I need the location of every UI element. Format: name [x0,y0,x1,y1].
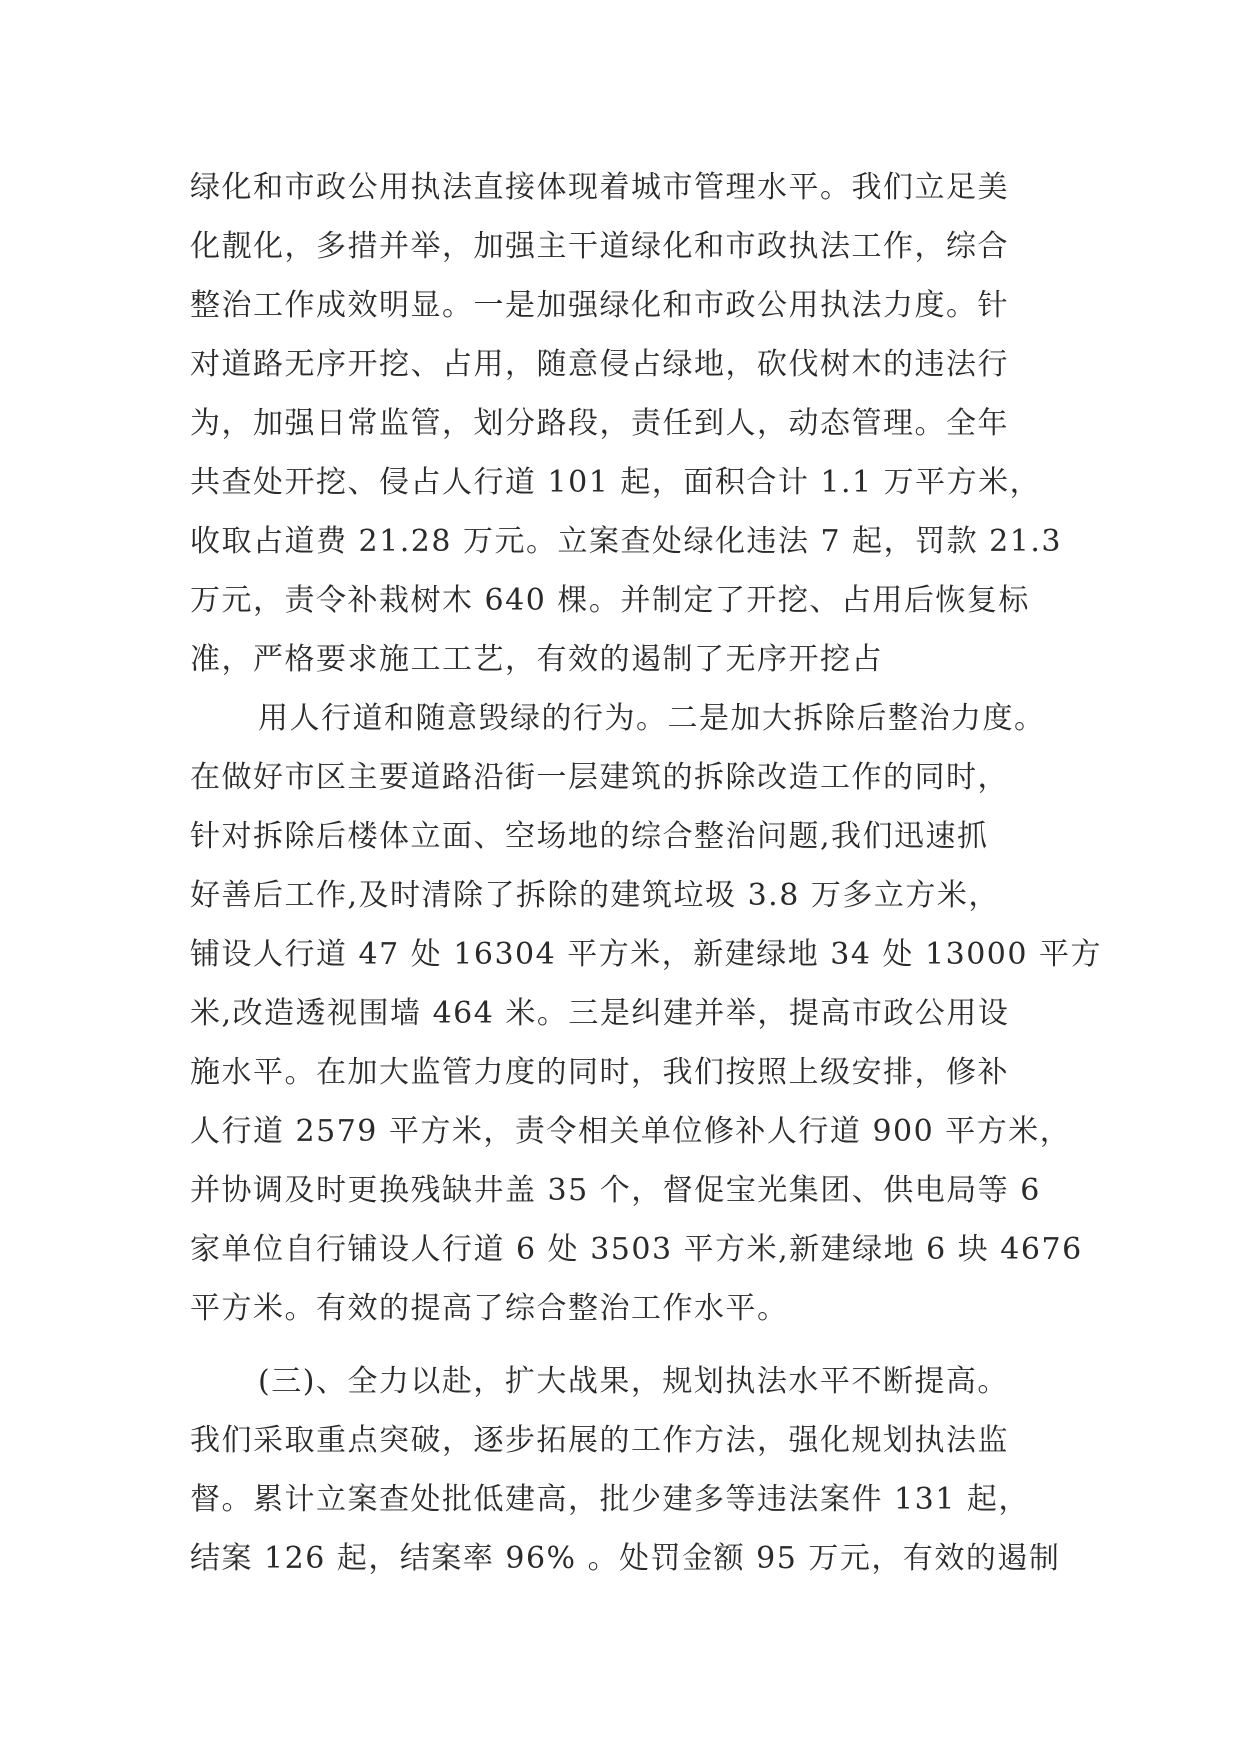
text-line: 好善后工作,及时清除了拆除的建筑垃圾 3.8 万多立方米， [190,878,1000,913]
text-line: 收取占道费 21.28 万元。立案查处绿化违法 7 起，罚款 21.3 [190,524,1062,559]
text-line: 在做好市区主要道路沿街一层建筑的拆除改造工作的同时， [190,760,1009,795]
text-line: 铺设人行道 47 处 16304 平方米，新建绿地 34 处 13000 平方 [190,937,1103,972]
text-line: 家单位自行铺设人行道 6 处 3503 平方米,新建绿地 6 块 4676 [190,1232,1083,1267]
text-line: 人行道 2579 平方米，责令相关单位修补人行道 900 平方米， [190,1114,1072,1149]
text-line: 督。累计立案查处批低建高，批少建多等违法案件 131 起， [190,1482,1030,1517]
text-line: 绿化和市政公用执法直接体现着城市管理水平。我们立足美 [190,170,1009,205]
text-line: 化靓化，多措并举，加强主干道绿化和市政执法工作，综合 [190,229,1009,264]
text-line: 平方米。有效的提高了综合整治工作水平。 [190,1291,789,1326]
text-line: 施水平。在加大监管力度的同时，我们按照上级安排，修补 [190,1055,1009,1090]
text-line: 并协调及时更换残缺井盖 35 个，督促宝光集团、供电局等 6 [190,1173,1041,1208]
text-line: 针对拆除后楼体立面、空场地的综合整治问题,我们迅速抓 [190,819,989,854]
section-heading-line: (三)、全力以赴，扩大战果，规划执法水平不断提高。 [258,1364,1009,1399]
text-line: 万元，责令补栽树木 640 棵。并制定了开挖、占用后恢复标 [190,583,1030,618]
text-line: 共查处开挖、侵占人行道 101 起，面积合计 1.1 万平方米， [190,465,1042,500]
paragraph-start-line: 用人行道和随意毁绿的行为。二是加大拆除后整治力度。 [258,701,1046,736]
body-text [190,158,1103,1588]
text-line: 整治工作成效明显。一是加强绿化和市政公用执法力度。针 [190,288,1009,323]
text-line: 我们采取重点突破，逐步拓展的工作方法，强化规划执法监 [190,1423,1009,1458]
text-line: 米,改造透视围墙 464 米。三是纠建并举，提高市政公用设 [190,996,1010,1031]
text-line: 准，严格要求施工工艺，有效的遏制了无序开挖占 [190,642,883,677]
text-line: 为，加强日常监管，划分路段，责任到人，动态管理。全年 [190,406,1009,441]
text-line: 结案 126 起，结案率 96% 。处罚金额 95 万元，有效的遏制 [190,1541,1061,1576]
text-line: 对道路无序开挖、占用，随意侵占绿地，砍伐树木的违法行 [190,347,1009,382]
